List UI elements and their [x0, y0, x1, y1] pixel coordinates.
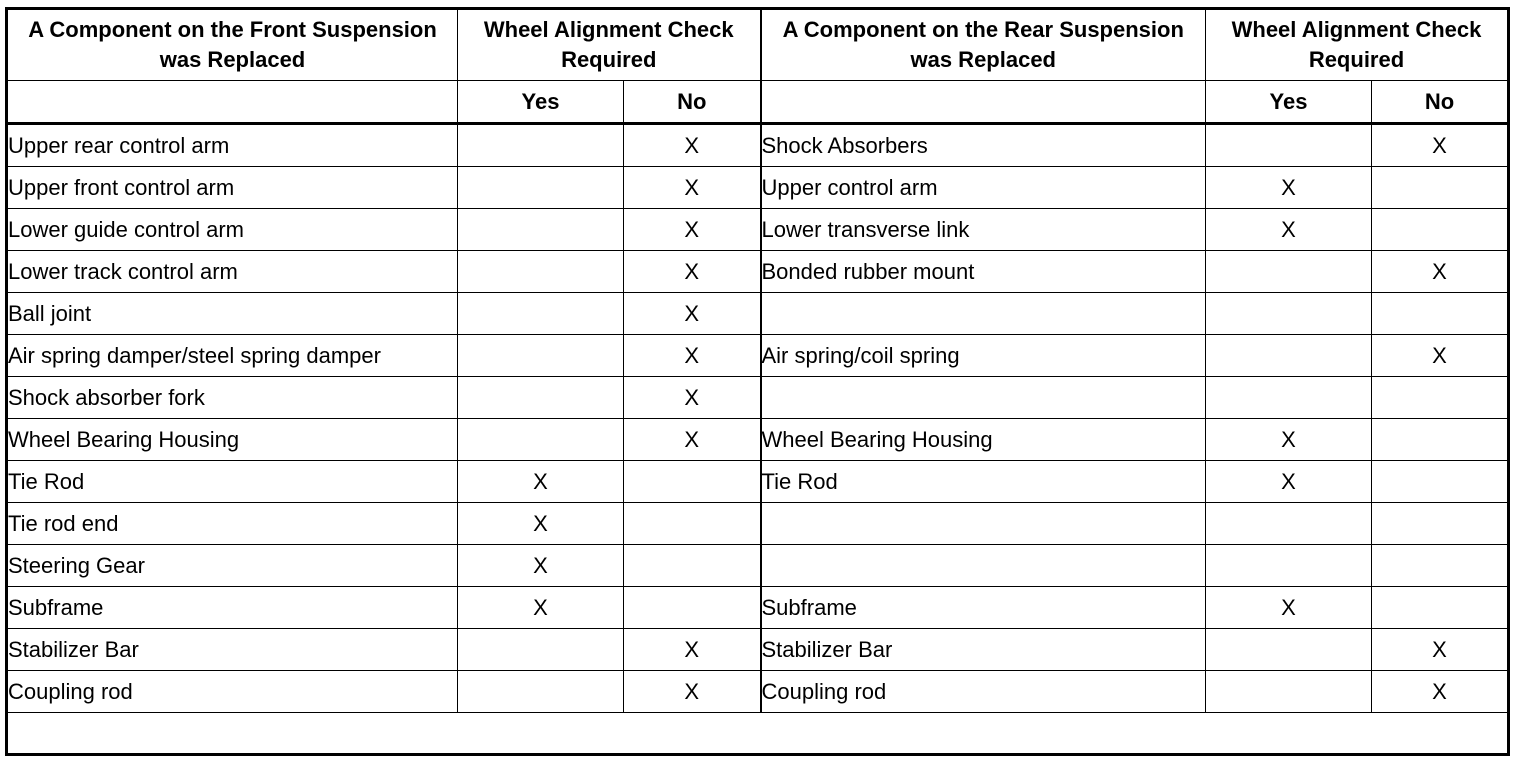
blank-footer-row [7, 713, 1509, 755]
front-no-cell: X [624, 671, 761, 713]
rear-component-cell [761, 377, 1206, 419]
rear-component-cell [761, 503, 1206, 545]
rear-no-cell [1372, 419, 1509, 461]
front-component-cell: Steering Gear [7, 545, 458, 587]
front-no-cell: X [624, 124, 761, 167]
rear-yes-cell: X [1206, 461, 1372, 503]
front-no-cell [624, 587, 761, 629]
table-row [7, 545, 1509, 587]
rear-yes-cell [1206, 293, 1372, 335]
front-yes-cell: X [458, 545, 624, 587]
front-check-header: Wheel Alignment Check Required [458, 9, 761, 81]
front-yes-cell: X [458, 503, 624, 545]
table-row [7, 503, 1509, 545]
rear-yes-subheader: Yes [1206, 81, 1372, 124]
front-component-cell: Upper front control arm [7, 167, 458, 209]
front-no-cell: X [624, 209, 761, 251]
rear-no-cell: X [1372, 124, 1509, 167]
front-no-cell: X [624, 629, 761, 671]
rear-component-cell: Lower transverse link [761, 209, 1206, 251]
rear-blank-subheader [761, 81, 1206, 124]
rear-component-cell: Wheel Bearing Housing [761, 419, 1206, 461]
rear-no-cell [1372, 293, 1509, 335]
rear-no-cell [1372, 377, 1509, 419]
rear-component-cell [761, 545, 1206, 587]
table-row [7, 209, 1509, 251]
front-component-cell: Ball joint [7, 293, 458, 335]
table-row [7, 461, 1509, 503]
blank-footer-cell [7, 713, 1509, 755]
front-yes-cell [458, 167, 624, 209]
front-no-subheader: No [624, 81, 761, 124]
front-yes-cell [458, 335, 624, 377]
table-row [7, 167, 1509, 209]
front-yes-cell [458, 629, 624, 671]
front-component-cell: Tie rod end [7, 503, 458, 545]
table-body [7, 124, 1509, 755]
rear-yes-cell: X [1206, 167, 1372, 209]
rear-yes-cell [1206, 503, 1372, 545]
front-component-cell: Lower guide control arm [7, 209, 458, 251]
rear-no-subheader: No [1372, 81, 1509, 124]
front-yes-cell: X [458, 587, 624, 629]
rear-yes-cell: X [1206, 419, 1372, 461]
rear-yes-cell [1206, 124, 1372, 167]
rear-yes-cell [1206, 251, 1372, 293]
front-yes-cell [458, 377, 624, 419]
rear-no-cell: X [1372, 335, 1509, 377]
front-yes-cell [458, 251, 624, 293]
front-component-cell: Stabilizer Bar [7, 629, 458, 671]
table-row [7, 124, 1509, 167]
table-row [7, 251, 1509, 293]
rear-component-cell: Upper control arm [761, 167, 1206, 209]
table-row [7, 587, 1509, 629]
front-component-cell: Upper rear control arm [7, 124, 458, 167]
front-no-cell [624, 503, 761, 545]
rear-component-header: A Component on the Rear Suspension was Replaced [761, 9, 1206, 81]
rear-no-cell [1372, 461, 1509, 503]
rear-yes-cell [1206, 377, 1372, 419]
rear-yes-cell [1206, 545, 1372, 587]
table-row [7, 419, 1509, 461]
front-component-cell: Tie Rod [7, 461, 458, 503]
front-component-cell: Shock absorber fork [7, 377, 458, 419]
front-no-cell: X [624, 377, 761, 419]
rear-yes-cell [1206, 629, 1372, 671]
front-component-header: A Component on the Front Suspension was Replaced [7, 9, 458, 81]
rear-no-cell [1372, 545, 1509, 587]
wheel-alignment-table [5, 7, 1510, 756]
front-no-cell: X [624, 335, 761, 377]
subheader-row [7, 81, 1509, 124]
front-component-cell: Subframe [7, 587, 458, 629]
table-row [7, 335, 1509, 377]
table-row [7, 377, 1509, 419]
front-yes-subheader: Yes [458, 81, 624, 124]
rear-component-cell: Coupling rod [761, 671, 1206, 713]
front-yes-cell [458, 124, 624, 167]
front-blank-subheader [7, 81, 458, 124]
front-yes-cell [458, 419, 624, 461]
front-no-cell: X [624, 167, 761, 209]
front-component-cell: Air spring damper/steel spring damper [7, 335, 458, 377]
front-no-cell: X [624, 293, 761, 335]
rear-yes-cell: X [1206, 209, 1372, 251]
rear-no-cell: X [1372, 629, 1509, 671]
rear-component-cell: Stabilizer Bar [761, 629, 1206, 671]
rear-component-cell: Tie Rod [761, 461, 1206, 503]
rear-component-cell [761, 293, 1206, 335]
rear-yes-cell [1206, 671, 1372, 713]
rear-no-cell [1372, 167, 1509, 209]
rear-yes-cell: X [1206, 587, 1372, 629]
table-row [7, 293, 1509, 335]
rear-no-cell: X [1372, 671, 1509, 713]
rear-no-cell [1372, 587, 1509, 629]
rear-check-header: Wheel Alignment Check Required [1206, 9, 1509, 81]
rear-no-cell [1372, 209, 1509, 251]
rear-yes-cell [1206, 335, 1372, 377]
rear-component-cell: Air spring/coil spring [761, 335, 1206, 377]
rear-no-cell [1372, 503, 1509, 545]
front-component-cell: Lower track control arm [7, 251, 458, 293]
front-no-cell [624, 545, 761, 587]
front-yes-cell: X [458, 461, 624, 503]
table-row [7, 671, 1509, 713]
rear-component-cell: Bonded rubber mount [761, 251, 1206, 293]
front-no-cell: X [624, 419, 761, 461]
front-component-cell: Wheel Bearing Housing [7, 419, 458, 461]
header-row [7, 9, 1509, 81]
rear-no-cell: X [1372, 251, 1509, 293]
front-component-cell: Coupling rod [7, 671, 458, 713]
front-yes-cell [458, 293, 624, 335]
rear-component-cell: Subframe [761, 587, 1206, 629]
table-row [7, 629, 1509, 671]
rear-component-cell: Shock Absorbers [761, 124, 1206, 167]
front-no-cell: X [624, 251, 761, 293]
front-no-cell [624, 461, 761, 503]
front-yes-cell [458, 671, 624, 713]
front-yes-cell [458, 209, 624, 251]
